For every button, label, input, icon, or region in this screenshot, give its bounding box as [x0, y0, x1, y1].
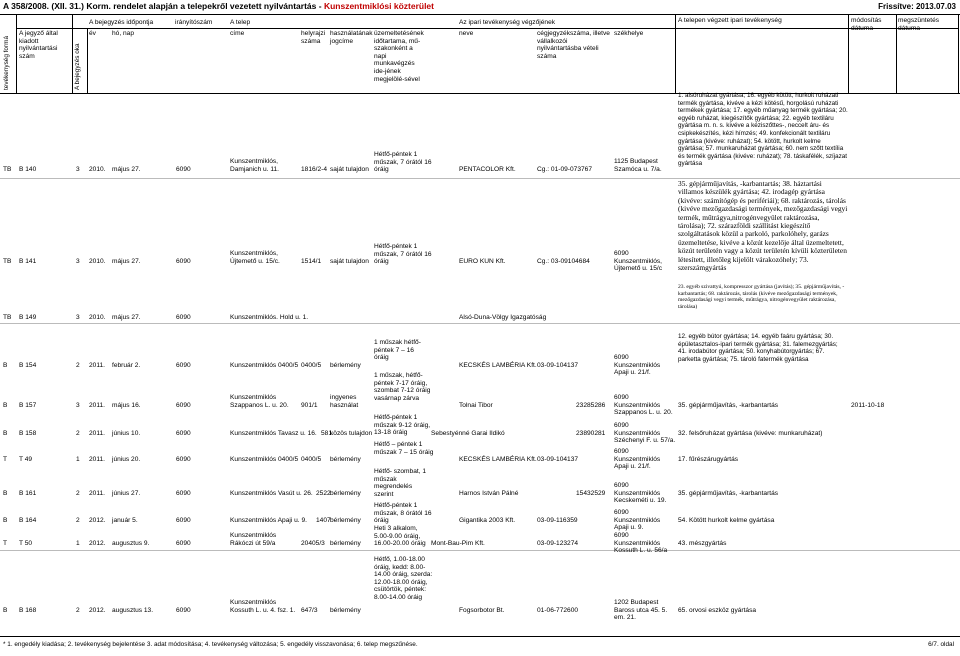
cell-form: TB [3, 258, 12, 265]
cell-seat: 6090 Kunszentmiklós Apaji u. 21/f. [614, 354, 661, 377]
cell-date: június 27. [112, 490, 141, 497]
col-header-time-group: A bejegyzés időpontja [89, 19, 154, 26]
cell-year: 2011. [89, 490, 106, 497]
cell-date: augusztus 9. [112, 540, 150, 547]
cell-activity: 54. Kötött hurkolt kelme gyártása [678, 517, 775, 524]
col-header-month-day: hó, nap [112, 30, 134, 37]
cell-form: T [3, 540, 8, 547]
cell-cause: 2 [76, 490, 80, 497]
cell-date: január 5. [112, 517, 138, 524]
col-divider [16, 14, 17, 93]
cell-lot: 647/3 [301, 607, 318, 614]
cell-cause: 2 [76, 362, 80, 369]
cell-seat: 6090 Kunszentmiklós Apaji u. 9. [614, 509, 661, 532]
cell-name: Mont-Bau-Pim Kft. [431, 540, 485, 547]
cell-hours: 1 műszak, hétfő-péntek 7-17 óráig, szombat 7-12 óráig vasárnap zárva [374, 372, 431, 402]
col-divider [896, 14, 897, 93]
cell-cause: 3 [76, 314, 80, 321]
title-suffix: Kunszentmiklósi közterület [323, 1, 434, 11]
cell-zip: 6090 [176, 258, 191, 265]
cell-reg: T 50 [19, 540, 33, 547]
cell-address: Kunszentmiklós 0400/5 [230, 456, 299, 463]
cell-hours: Hétfő-péntek 1 műszak, 7 órától 16 óráig [374, 151, 432, 174]
cell-address: Kunszentmiklós Vasút u. 26. [230, 490, 313, 497]
col-header-company-reg: cégjegyzékszáma, illetve vállalkozói nyilvántartásba vételi száma [537, 30, 610, 60]
cell-year: 2011. [89, 456, 106, 463]
cell-activity: 1. alsóruházat gyártása; 16. egyéb kötött, hurkolt ruházati termék gyártása, kivéve a kézi kötésű, horgolású ruházati termékek gyártása; 17. egyéb műanyag termék gyártása; 20. egyéb ruházat, kiegészítők gyártása; 22. egyéb textiláru gyártása m. n. s. kivéve a kéziszőttes-, neccelt áru- és csipkekészítés, kézi hímzés; 49. konfekcionált textiláru gyártása (kivéve: ruházat); 54. kötött, hurkolt kelme gyártása; 57. munkaruházat gyártása; 60. nem szőtt textília és termék gyártása (kivéve: ruházat); 78. táskafélék, szíjazat gyártása [678, 92, 848, 168]
cell-company-reg: 23890281 [576, 430, 606, 437]
cell-reg: B 168 [19, 607, 37, 614]
cell-hours: Heti 3 alkalom, 5.00-9.00 óráig, 16.00-20.00 óráig [374, 525, 426, 548]
cell-date: május 27. [112, 314, 141, 321]
cell-year: 2011. [89, 362, 106, 369]
cell-seat: 6090 Kunszentmiklós Széchenyi F. u. 57/a. [614, 422, 676, 445]
cell-year: 2012. [89, 607, 106, 614]
cell-date: május 27. [112, 166, 141, 173]
cell-year: 2010. [89, 258, 106, 265]
cell-lot: 581 [321, 430, 333, 437]
cell-lot: 2522 [316, 490, 331, 497]
col-divider [87, 28, 88, 93]
cell-lot: 0400/5 [301, 362, 322, 369]
title-prefix: A 358/2008. (XII. 31.) Korm. rendelet alapján a telepekről vezetett nyilvántartás - [3, 1, 324, 11]
cell-zip: 6090 [176, 362, 191, 369]
cell-zip: 6090 [176, 166, 191, 173]
cell-company-reg: 03-09-123274 [537, 540, 579, 547]
cell-title: bérlemény [330, 517, 361, 524]
header-top-rule [0, 14, 960, 15]
cell-title: saját tulajdon [330, 258, 369, 265]
cell-name: Sebestyénné Garai Ildikó [431, 430, 505, 437]
cell-date: június 10. [112, 430, 141, 437]
cell-hours: Hétfő-péntek 1 műszak, 8 órától 16 óráig [374, 502, 432, 525]
table-bottom-rule [0, 636, 960, 637]
cell-activity: 32. felsőruházat gyártása (kivéve: munkaruházat) [678, 430, 823, 437]
cell-name: Harnos István Pálné [459, 490, 519, 497]
cell-reg: B 158 [19, 430, 37, 437]
cell-zip: 6090 [176, 456, 191, 463]
cell-address: Kunszentmiklós. Hold u. 1. [230, 314, 309, 321]
cell-form: B [3, 362, 8, 369]
cell-lot: 0400/5 [301, 456, 322, 463]
cell-form: B [3, 517, 8, 524]
cell-zip: 6090 [176, 490, 191, 497]
cell-year: 2010. [89, 314, 106, 321]
cell-cause: 2 [76, 430, 80, 437]
col-header-seat: székhelye [614, 30, 644, 37]
cell-reg: B 154 [19, 362, 37, 369]
col-divider [72, 14, 73, 93]
cell-cause: 2 [76, 517, 80, 524]
cell-address: Kunszentmiklós, Damjanich u. 11. [230, 158, 279, 173]
cell-activity: 12. egyéb bútor gyártása; 14. egyéb faáru gyártása; 30. épületasztalos-ipari termék gyártása; 31. falemezgyártás; 41. irodabútor gyártása; 50. konyhabútorgyártás; 67. parketta gyártása; 75. tároló fatermék gyártása [678, 333, 838, 363]
cell-name: PENTACOLOR Kft. [459, 166, 516, 173]
cell-date: május 16. [112, 402, 141, 409]
cell-address: Kunszentmiklós Tavasz u. 16. [230, 430, 317, 437]
cell-company-reg: 23285286 [576, 402, 606, 409]
cell-reg: B 161 [19, 490, 37, 497]
cell-reg: B 141 [19, 258, 37, 265]
cell-activity: 35. gépjárműjavítás, -karbantartás; 38. háztartási villamos készülék gyártása; 42. irodagép gyártása (kivéve: számítógép és perifériái); 68. raktározás, tárolás (kivéve mezőgazdasági termények, mezőgazdasági vegyi termék, műtrágya,nitrogénvegyület raktározása, tárolása); 72. szárazföldi szállítást kiegészítő szolgáltatások közül a parkoló, parkolóhely, garázs üzemeltetése, kivéve a közút kezelője által üzemeltetett, közút területén vagy a közút területén kívüli közterületen létesített, illetőleg kijelölt várakozóhely; 73. szerszámgyártás [678, 179, 848, 273]
cell-address: Kunszentmiklós Kossuth L. u. 4. fsz. 1. [230, 599, 296, 614]
cell-cause: 3 [76, 166, 80, 173]
cell-title: bérlemény [330, 362, 361, 369]
cell-company-reg: Cg.: 01-09-073767 [537, 166, 592, 173]
cell-form: B [3, 490, 8, 497]
cell-address: Kunszentmiklós 0400/5 [230, 362, 299, 369]
cell-zip: 6090 [176, 430, 191, 437]
col-header-end-date: megszüntetés dátuma [898, 17, 940, 32]
cell-company-reg: 01-06-772600 [537, 607, 579, 614]
page-number: 6/7. oldal [928, 641, 954, 648]
col-header-mod-date: módosítás dátuma [851, 17, 882, 32]
cell-year: 2011. [89, 430, 106, 437]
col-header-hours: üzemeltetésének időtartama, mű-szakonként a napi munkavégzés ide-jének megjelölé-sével [374, 30, 424, 83]
cell-year: 2012. [89, 540, 106, 547]
cell-address: Kunszentmiklós Szappanos L. u. 20. [230, 394, 289, 409]
cell-name: Gigantika 2003 Kft. [459, 517, 516, 524]
col-header-notice-type: A bejegyzés oka [74, 43, 81, 90]
cell-hours: Hétfő – péntek 1 műszak 7 – 15 óráig [374, 441, 434, 456]
cell-lot: 1816/2-4 [301, 166, 328, 173]
cell-lot: 20405/3 [301, 540, 325, 547]
cell-seat: 6090 Kunszentmiklós Kecskeméti u. 19. [614, 482, 667, 505]
cell-name: Fogsorbotor Bt. [459, 607, 505, 614]
cell-reg: T 49 [19, 456, 33, 463]
cell-date: február 2. [112, 362, 141, 369]
cell-activity: 35. gépjárműjavítás, -karbantartás [678, 402, 779, 409]
col-header-lot-no: helyrajzi száma [301, 30, 326, 45]
cell-title: bérlemény [330, 456, 361, 463]
cell-title: közös tulajdon [330, 430, 373, 437]
cell-address: Kunszentmiklós Rákóczi út 59/a [230, 532, 277, 547]
cell-name: EURO KUN Kft. [459, 258, 506, 265]
cell-form: TB [3, 314, 12, 321]
cell-zip: 6090 [176, 314, 191, 321]
cell-hours: Hétfő-péntek 1 műszak, 7 órától 16 óráig [374, 243, 432, 266]
cell-year: 2010. [89, 166, 106, 173]
cell-lot: 1514/1 [301, 258, 322, 265]
col-divider [675, 14, 676, 93]
cell-company-reg: 03-09-104137 [537, 362, 579, 369]
cell-title: ingyenes használat [330, 394, 359, 409]
cell-address: Kunszentmiklós Apaji u. 9. [230, 517, 307, 524]
cell-zip: 6090 [176, 517, 191, 524]
cell-form: B [3, 607, 8, 614]
cell-zip: 6090 [176, 607, 191, 614]
cell-cause: 2 [76, 607, 80, 614]
col-header-activity-form: tevékenység formá [3, 36, 10, 90]
col-header-usage-title: használatának jogcíme [330, 30, 373, 45]
header-sub-rule [16, 28, 958, 29]
cell-hours: Hétfő- szombat, 1 műszak megrendelés szerint [374, 468, 427, 498]
col-divider [848, 14, 849, 93]
cell-date: május 27. [112, 258, 141, 265]
cell-cause: 1 [76, 540, 80, 547]
cell-cause: 3 [76, 402, 80, 409]
cell-form: B [3, 402, 8, 409]
col-header-year: év [89, 30, 96, 37]
cell-lot: 1407 [316, 517, 331, 524]
cell-seat: 6090 Kunszentmiklós Kossuth L. u. 56/a [614, 532, 668, 555]
cell-form: B [3, 430, 8, 437]
col-header-address: címe [230, 30, 245, 37]
cell-address: Kunszentmiklós, Újtemető u. 15/c. [230, 250, 280, 265]
cell-company-reg: 03-09-104137 [537, 456, 579, 463]
cell-activity: 23. egyéb szivattyú, kompresszor gyártása (javítás); 35. gépjárműjavítás, -karbantartás; 68. raktározás, tárolás (kivéve mezőgazdasági termények, mezőgazdasági vegyi termék, műtrágya, nitrogénvegyület raktározása, tárolása) [678, 284, 845, 310]
cell-hours: 1 műszak hétfő-péntek 7 – 16 óráig [374, 339, 421, 362]
row-rule [0, 550, 960, 551]
cell-activity: 43. mészgyártás [678, 540, 727, 547]
cell-cause: 1 [76, 456, 80, 463]
cell-mod-date: 2011-10-18 [851, 402, 885, 409]
cell-name: Alsó-Duna-Völgy Igazgatóság [459, 314, 547, 321]
col-header-reg-no: A jegyző által kiadott nyilvántartási szám [19, 30, 58, 60]
cell-seat: 6090 Kunszentmiklós Apaji u. 21/f. [614, 448, 661, 471]
cell-date: június 20. [112, 456, 141, 463]
col-header-site-group: A telep [230, 19, 251, 26]
cell-name: KECSKÉS LAMBÉRIA Kft. [459, 456, 537, 463]
col-header-industrial-activity: A telepen végzett ipari tevékenység [678, 17, 782, 24]
cell-seat: 1202 Budapest Baross utca 45. 5. em. 21. [614, 599, 668, 622]
cell-year: 2011. [89, 402, 106, 409]
col-header-name: neve [459, 30, 474, 37]
col-header-operator-group: Az ipari tevékenység végzőjének [459, 19, 556, 26]
row-rule [0, 323, 960, 324]
cell-year: 2012. [89, 517, 106, 524]
cell-reg: B 149 [19, 314, 37, 321]
refresh-date: Frissítve: 2013.07.03 [878, 2, 956, 11]
cell-title: bérlemény [330, 607, 361, 614]
cell-hours: Hétfő, 1.00-18.00 óráig, kedd: 8.00-14.00 óráig, szerda: 12.00-18.00 óráig, csütörtök, péntek: 8.00-14.00 óráig [374, 556, 433, 601]
cell-title: bérlemény [330, 540, 361, 547]
cell-lot: 901/1 [301, 402, 318, 409]
cell-activity: 17. fűrészárugyártás [678, 456, 739, 463]
cell-reg: B 140 [19, 166, 37, 173]
cell-seat: 6090 Kunszentmiklós Szappanos L. u. 20. [614, 394, 673, 417]
cell-company-reg: 15432529 [576, 490, 606, 497]
cell-title: bérlemény [330, 490, 361, 497]
cell-reg: B 164 [19, 517, 37, 524]
col-header-zip: irányítószám [175, 19, 213, 26]
cell-zip: 6090 [176, 540, 191, 547]
cell-name: KECSKÉS LAMBÉRIA Kft. [459, 362, 537, 369]
cell-cause: 3 [76, 258, 80, 265]
cell-reg: B 157 [19, 402, 37, 409]
cell-activity: 65. orvosi eszköz gyártása [678, 607, 757, 614]
cell-seat: 6090 Kunszentmiklós, Újtemető u. 15/c [614, 250, 663, 273]
cell-company-reg: Cg.: 03-09104684 [537, 258, 590, 265]
cell-hours: Hétfő-péntek 1 műszak 9-12 óráig, 13-18 óráig [374, 414, 431, 437]
cell-form: T [3, 456, 8, 463]
page-title [3, 1, 434, 11]
cell-zip: 6090 [176, 402, 191, 409]
cell-company-reg: 03-09-116359 [537, 517, 578, 524]
cell-activity: 35. gépjárműjavítás, -karbantartás [678, 490, 779, 497]
col-divider [958, 14, 959, 93]
cell-name: Tolnai Tibor [459, 402, 493, 409]
footer-legend: * 1. engedély kiadása; 2. tevékenység bejelentése 3. adat módosítása; 4. tevékenység változása; 5. engedély visszavonása; 6. telep megszűnése. [3, 641, 418, 648]
cell-seat: 1125 Budapest Szamóca u. 7/a. [614, 158, 662, 173]
cell-title: saját tulajdon [330, 166, 369, 173]
cell-form: TB [3, 166, 12, 173]
cell-date: augusztus 13. [112, 607, 154, 614]
